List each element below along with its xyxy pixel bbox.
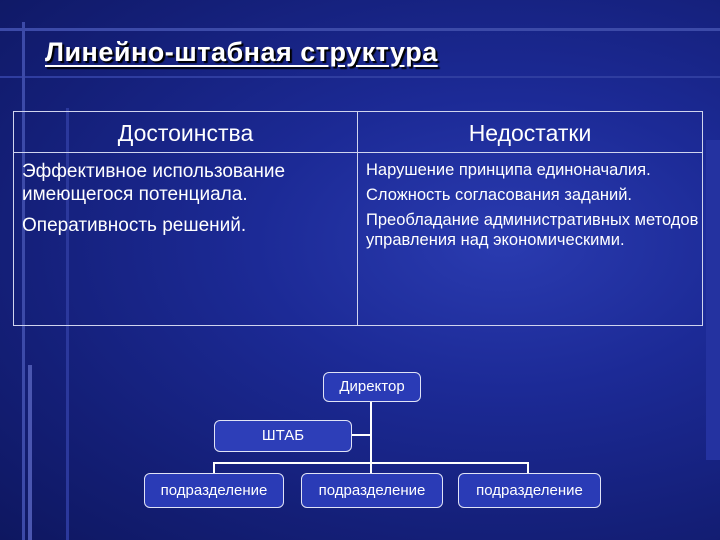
decor-line xyxy=(0,28,720,31)
advantage-item: Оперативность решений. xyxy=(22,215,247,236)
slide-title: Линейно-штабная структура xyxy=(45,37,438,67)
header-disadvantages: Недостатки xyxy=(468,120,592,146)
table-header-row xyxy=(14,112,702,153)
decor-line xyxy=(0,76,720,78)
disadvantage-item: Сложность согласования заданий. xyxy=(366,186,632,204)
division-box: подразделение xyxy=(458,473,601,508)
advantage-item: Эффективное использование имеющегося потенциала. xyxy=(22,161,286,205)
disadvantage-item: Нарушение принципа единоначалия. xyxy=(366,161,651,179)
connector-line xyxy=(213,462,215,473)
comparison-table xyxy=(13,111,703,326)
advantages-cell xyxy=(22,160,352,237)
disadvantage-item: Преобладание административных методов управления над экономическими. xyxy=(366,211,699,249)
decor-line xyxy=(28,365,32,540)
division-box: подразделение xyxy=(301,473,443,508)
division-box: подразделение xyxy=(144,473,284,508)
director-box: Директор xyxy=(323,372,421,402)
header-advantages: Достоинства xyxy=(117,120,254,146)
column-divider xyxy=(357,112,358,325)
decor-bar xyxy=(706,140,720,460)
connector-line xyxy=(350,434,371,436)
disadvantages-cell xyxy=(366,160,700,250)
connector-line xyxy=(213,462,529,464)
staff-box: ШТАБ xyxy=(214,420,352,452)
connector-line xyxy=(527,462,529,473)
